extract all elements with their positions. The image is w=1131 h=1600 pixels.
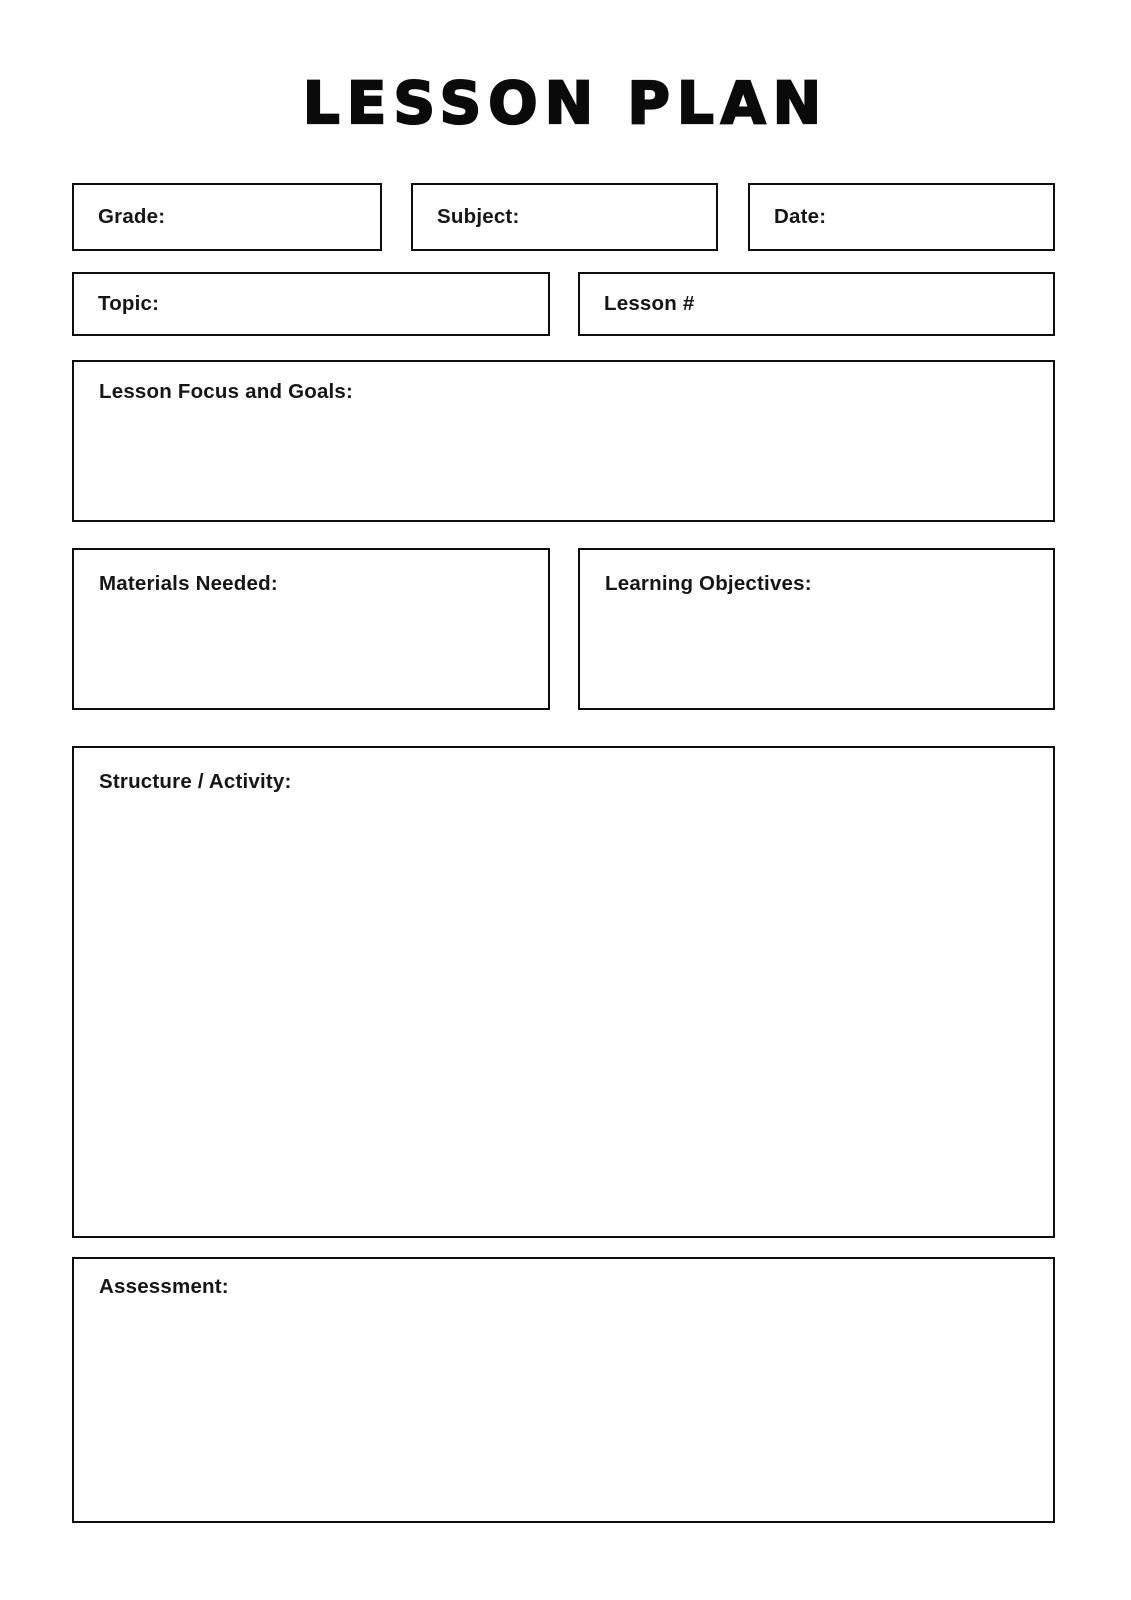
- assessment-field[interactable]: [72, 1257, 1055, 1523]
- date-label: Date:: [774, 205, 827, 228]
- grade-label: Grade:: [98, 205, 166, 228]
- topic-label: Topic:: [98, 292, 160, 315]
- structure-activity-label: Structure / Activity:: [99, 770, 292, 793]
- topic-field[interactable]: [72, 272, 550, 336]
- assessment-label: Assessment:: [99, 1275, 229, 1298]
- date-field[interactable]: [748, 183, 1055, 251]
- grade-field[interactable]: [72, 183, 382, 251]
- materials-needed-label: Materials Needed:: [99, 572, 278, 595]
- subject-field[interactable]: [411, 183, 718, 251]
- lesson-number-label: Lesson #: [604, 292, 695, 315]
- lesson-focus-and-goals-label: Lesson Focus and Goals:: [99, 380, 354, 403]
- learning-objectives-label: Learning Objectives:: [605, 572, 812, 595]
- structure-activity-field[interactable]: [72, 746, 1055, 1238]
- lesson-number-field[interactable]: [578, 272, 1055, 336]
- materials-needed-field[interactable]: [72, 548, 550, 710]
- learning-objectives-field[interactable]: [578, 548, 1055, 710]
- subject-label: Subject:: [437, 205, 520, 228]
- page-title: LESSON PLAN: [302, 69, 829, 137]
- lesson-focus-and-goals-field[interactable]: [72, 360, 1055, 522]
